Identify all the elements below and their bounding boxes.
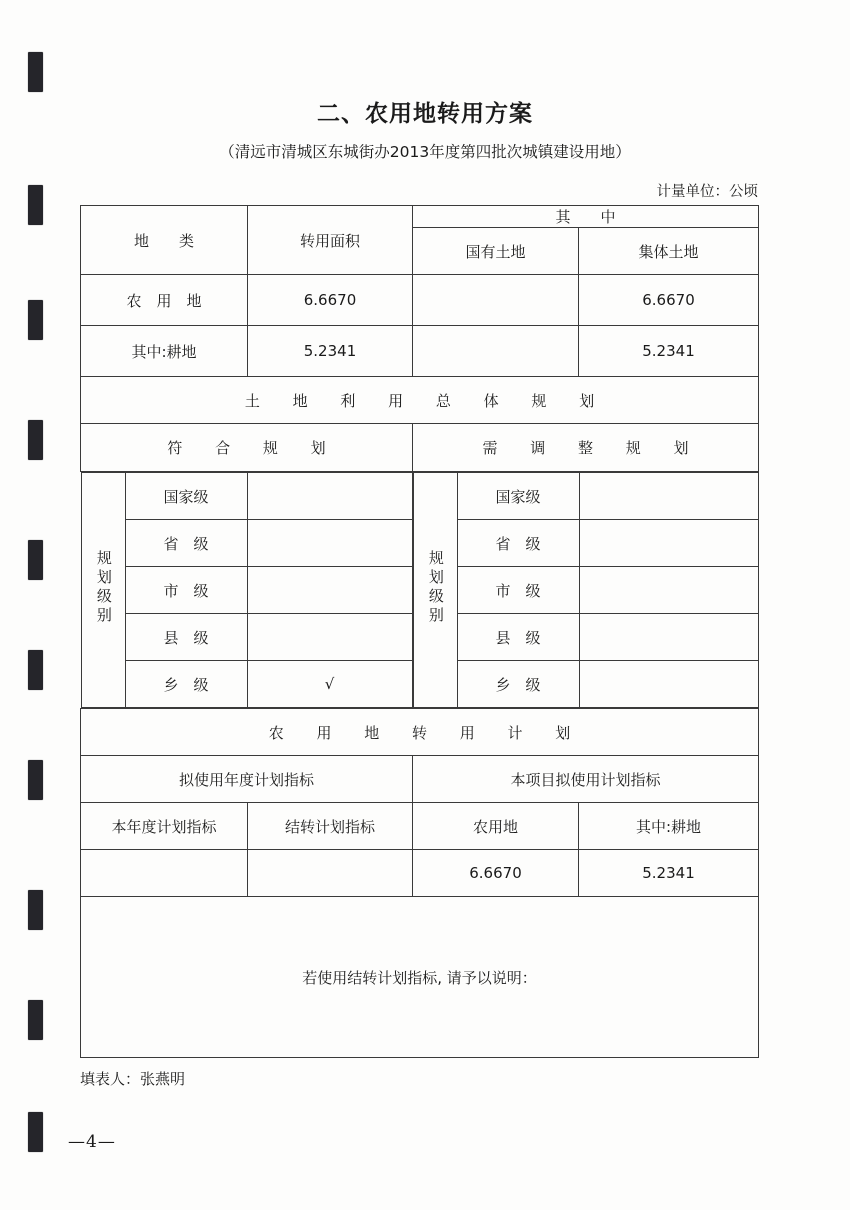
header-project-plan-quota: 本项目拟使用计划指标	[413, 756, 759, 803]
plan-level-row	[81, 473, 412, 520]
plan-level-row	[413, 661, 758, 708]
value-county-left	[247, 614, 412, 661]
col-cultivated-land: 其中:耕地	[579, 803, 759, 850]
value-national-right	[579, 473, 758, 520]
conforming-plan-levels-table	[81, 472, 413, 708]
value-carryover-quota	[248, 850, 413, 897]
value-provincial-left	[247, 520, 412, 567]
binding-mark	[28, 760, 43, 800]
banner-overall-land-use-plan: 土 地 利 用 总 体 规 划	[81, 377, 759, 424]
binding-mark	[28, 890, 43, 930]
table-row	[81, 326, 759, 377]
binding-mark	[28, 300, 43, 340]
level-label-municipal-left: 市 级	[125, 567, 247, 614]
row-label-agricultural-land: 农 用 地	[81, 275, 248, 326]
cell-cultivated-converted-area: 5.2341	[248, 326, 413, 377]
binding-mark	[28, 1000, 43, 1040]
cell-cultivated-state-owned	[413, 326, 579, 377]
section-banner-row	[81, 377, 759, 424]
value-cultivated-land: 5.2341	[579, 850, 759, 897]
level-label-provincial-right: 省 级	[457, 520, 579, 567]
label-planning-level-left: 规划级别	[81, 473, 125, 708]
value-national-left	[247, 473, 412, 520]
plan-subheader-row	[81, 424, 759, 472]
level-label-municipal-right: 市 级	[457, 567, 579, 614]
table-row	[81, 275, 759, 326]
note-explanation-box	[81, 897, 759, 1058]
col-current-year-quota: 本年度计划指标	[81, 803, 248, 850]
level-label-national-right: 国家级	[457, 473, 579, 520]
binding-mark	[28, 540, 43, 580]
header-land-type: 地 类	[81, 206, 248, 275]
page-subtitle: （清远市清城区东城街办2013年度第四批次城镇建设用地）	[219, 143, 631, 161]
plan-level-row	[413, 473, 758, 520]
label-planning-level-right: 规划级别	[413, 473, 457, 708]
plan-levels-row	[81, 472, 759, 709]
binding-mark	[28, 185, 43, 225]
col-agricultural-land: 农用地	[413, 803, 579, 850]
value-current-year-quota	[81, 850, 248, 897]
header-adjustment-needed-plan: 需 调 整 规 划	[413, 424, 759, 472]
plan-level-row	[413, 614, 758, 661]
plan-level-row	[81, 567, 412, 614]
binding-mark	[28, 1112, 43, 1152]
value-agricultural-land: 6.6670	[413, 850, 579, 897]
header-among-which: 其 中	[413, 206, 759, 228]
conversion-subheader-row	[81, 756, 759, 803]
land-conversion-form-table	[80, 205, 759, 1058]
value-township-right	[579, 661, 758, 708]
page-number: —4—	[68, 1132, 116, 1152]
header-annual-plan-quota: 拟使用年度计划指标	[81, 756, 413, 803]
plan-level-row	[413, 567, 758, 614]
row-label-cultivated-land: 其中:耕地	[81, 326, 248, 377]
header-converted-area: 转用面积	[248, 206, 413, 275]
adjustment-plan-levels-table	[413, 472, 759, 708]
conversion-columns-row	[81, 803, 759, 850]
value-municipal-right	[579, 567, 758, 614]
plan-level-row	[81, 614, 412, 661]
measurement-unit-note: 计量单位：公顷	[656, 184, 758, 200]
binding-marks-strip	[0, 0, 70, 1210]
binding-mark	[28, 52, 43, 92]
level-label-county-right: 县 级	[457, 614, 579, 661]
note-row	[81, 897, 759, 1058]
value-township-left: √	[247, 661, 412, 708]
cell-agricultural-state-owned	[413, 275, 579, 326]
conversion-values-row	[81, 850, 759, 897]
binding-mark	[28, 650, 43, 690]
table-header-row-1	[81, 206, 759, 228]
binding-mark	[28, 420, 43, 460]
value-provincial-right	[579, 520, 758, 567]
col-carryover-quota: 结转计划指标	[248, 803, 413, 850]
header-collective-land: 集体土地	[579, 228, 759, 275]
value-municipal-left	[247, 567, 412, 614]
cell-agricultural-converted-area: 6.6670	[248, 275, 413, 326]
value-county-right	[579, 614, 758, 661]
banner-conversion-plan: 农 用 地 转 用 计 划	[81, 709, 759, 756]
level-label-township-right: 乡 级	[457, 661, 579, 708]
level-label-national-left: 国家级	[125, 473, 247, 520]
plan-level-row	[81, 520, 412, 567]
level-label-provincial-left: 省 级	[125, 520, 247, 567]
header-state-owned-land: 国有土地	[413, 228, 579, 275]
cell-agricultural-collective: 6.6670	[579, 275, 759, 326]
plan-level-row	[81, 661, 412, 708]
page-title: 二、农用地转用方案	[317, 101, 533, 127]
plan-level-row	[413, 520, 758, 567]
form-filler-label: 填表人：张燕明	[80, 1070, 186, 1088]
section-banner-row	[81, 709, 759, 756]
header-conforming-plan: 符 合 规 划	[81, 424, 413, 472]
level-label-county-left: 县 级	[125, 614, 247, 661]
level-label-township-left: 乡 级	[125, 661, 247, 708]
note-prompt-label: 若使用结转计划指标, 请予以说明：	[302, 968, 537, 987]
cell-cultivated-collective: 5.2341	[579, 326, 759, 377]
